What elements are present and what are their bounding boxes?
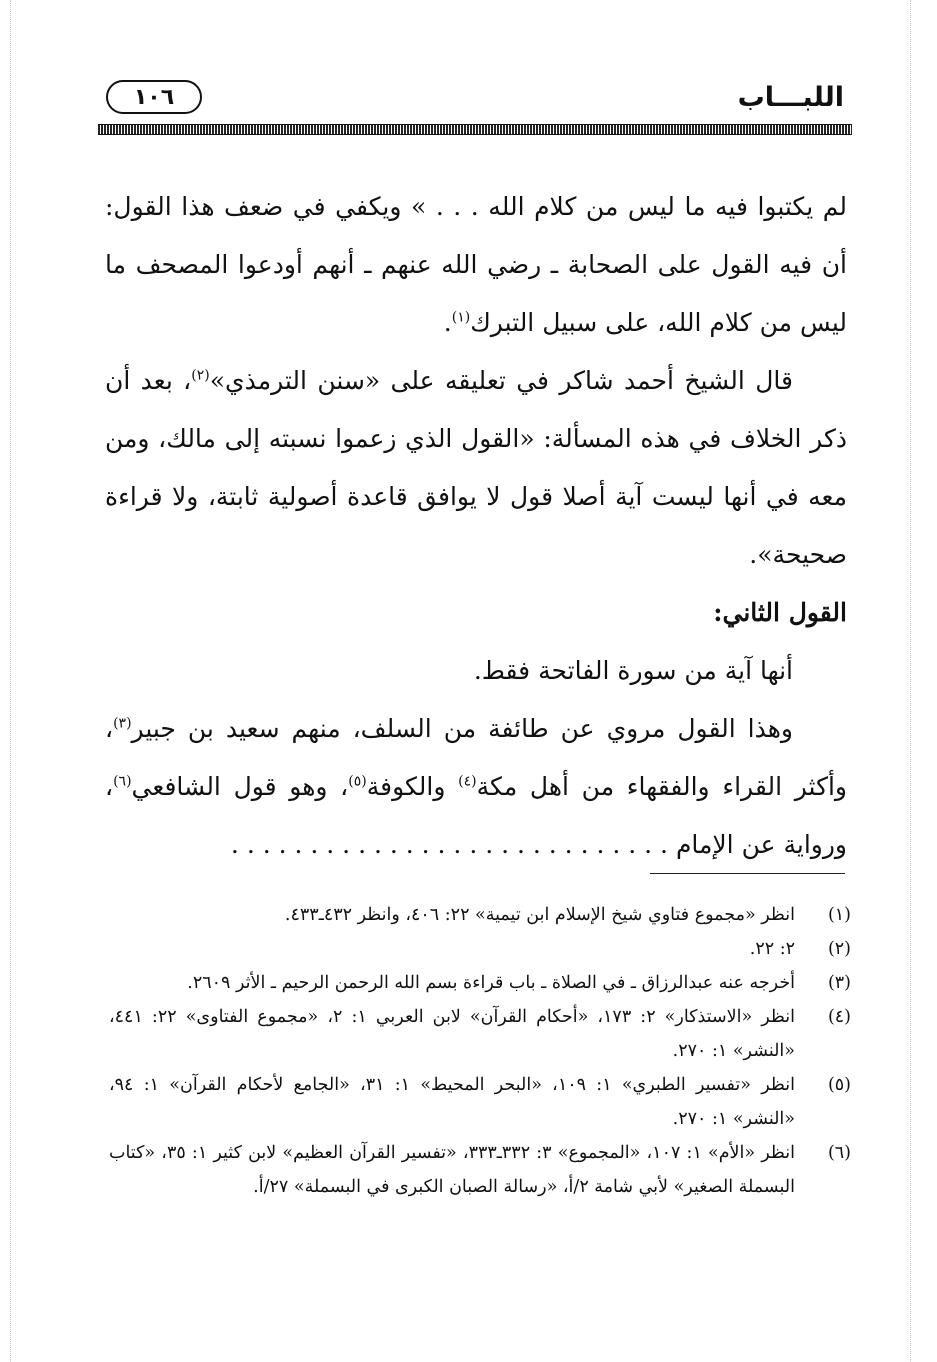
footnote-divider xyxy=(650,873,845,874)
footnote-text: انظر «مجموع فتاوي شيخ الإسلام ابن تيمية» ٢٢: ٤٠٦، وانظر ٤٣٢ـ٤٣٣. xyxy=(284,905,795,925)
book-title: اللبـــاب xyxy=(737,82,844,113)
paragraph-2-text-b: ، بعد أن ذكر الخلاف في هذه المسألة: «القول الذي زعموا نسبته إلى مالك، ومن معه في أنها ليست آية أصلا قول لا يوافق قاعدة أصولية ثابتة، ولا قراءة صحيحة». xyxy=(105,366,847,569)
footnote-number: (٢) xyxy=(827,939,851,959)
scan-edge-right xyxy=(910,0,933,1362)
footnote-number: (٣) xyxy=(827,973,851,993)
footnote-text: ٢: ٢٢. xyxy=(749,939,795,959)
footnote-ref-5: (٥) xyxy=(348,773,367,790)
footnote-item xyxy=(109,932,851,966)
paragraph-2 xyxy=(105,352,847,584)
paragraph-1-text: لم يكتبوا فيه ما ليس من كلام الله . . . » ويكفي في ضعف هذا القول: أن فيه القول على الصحابة ـ رضي الله عنهم ـ أنهم أودعوا المصحف ما ليس من كلام الله، على سبيل التبرك xyxy=(105,192,847,337)
scan-edge-left xyxy=(10,0,33,1362)
paragraph-1 xyxy=(105,178,847,352)
paragraph-1-end: . xyxy=(443,308,452,337)
footnote-text: انظر «الأم» ١: ١٠٧، «المجموع» ٣: ٣٣٢ـ٣٣٣، «تفسير القرآن العظيم» لابن كثير ١: ٣٥، «كتاب البسملة الصغير» لأبي شامة ٢/أ، «رسالة الصبان الكبرى في البسملة» ٢٧/أ. xyxy=(109,1143,795,1197)
footnote-ref-2: (٢) xyxy=(191,367,210,384)
paragraph-4-text-a: وهذا القول مروي عن طائفة من السلف، منهم سعيد بن جبير xyxy=(131,714,793,743)
footnote-ref-6: (٦) xyxy=(113,773,132,790)
footnote-number: (٤) xyxy=(827,1007,851,1027)
footnote-item xyxy=(109,1068,851,1136)
footnote-text: انظر «الاستذكار» ٢: ١٧٣، «أحكام القرآن» لابن العربي ١: ٢، «مجموع الفتاوى» ٢٢: ٤٤١، «النشر» ١: ٢٧٠. xyxy=(109,1007,795,1061)
footnote-item xyxy=(109,898,851,932)
footnote-item xyxy=(109,1000,851,1068)
footnote-item xyxy=(109,1136,851,1204)
paragraph-4-text-e: ، ورواية عن الإمام . . . . . . . . . . . . . . . . . . . . . . . . . . . . xyxy=(105,772,847,859)
footnote-number: (٦) xyxy=(827,1143,851,1163)
footnote-ref-4: (٤) xyxy=(458,773,477,790)
footnote-number: (١) xyxy=(827,905,851,925)
page-header xyxy=(100,78,852,122)
paragraph-2-text-a: قال الشيخ أحمد شاكر في تعليقه على «سنن الترمذي» xyxy=(209,366,793,395)
paragraph-4-text-b: ، وأكثر القراء والفقهاء من أهل مكة xyxy=(105,714,847,801)
footnotes xyxy=(109,898,851,1204)
main-text xyxy=(105,178,847,874)
footnote-text: انظر «تفسير الطبري» ١: ١٠٩، «البحر المحيط» ١: ٣١، «الجامع لأحكام القرآن» ١: ٩٤، «النشر» ١: ٢٧٠. xyxy=(109,1075,795,1129)
footnote-ref-3: (٣) xyxy=(113,715,132,732)
footnote-ref-1: (١) xyxy=(451,309,471,326)
footnote-text: أخرجه عنه عبدالرزاق ـ في الصلاة ـ باب قراءة بسم الله الرحمن الرحيم ـ الأثر ٢٦٠٩. xyxy=(187,973,795,993)
page-number-badge: ١٠٦ xyxy=(106,80,202,114)
section-heading: القول الثاني: xyxy=(713,598,847,627)
footnote-number: (٥) xyxy=(827,1075,851,1095)
header-divider xyxy=(98,124,852,135)
paragraph-4 xyxy=(105,700,847,874)
footnote-item xyxy=(109,966,851,1000)
paragraph-3: أنها آية من سورة الفاتحة فقط. xyxy=(473,656,793,685)
paragraph-4-text-c: والكوفة xyxy=(366,772,459,801)
paragraph-4-text-d: ، وهو قول الشافعي xyxy=(131,772,349,801)
